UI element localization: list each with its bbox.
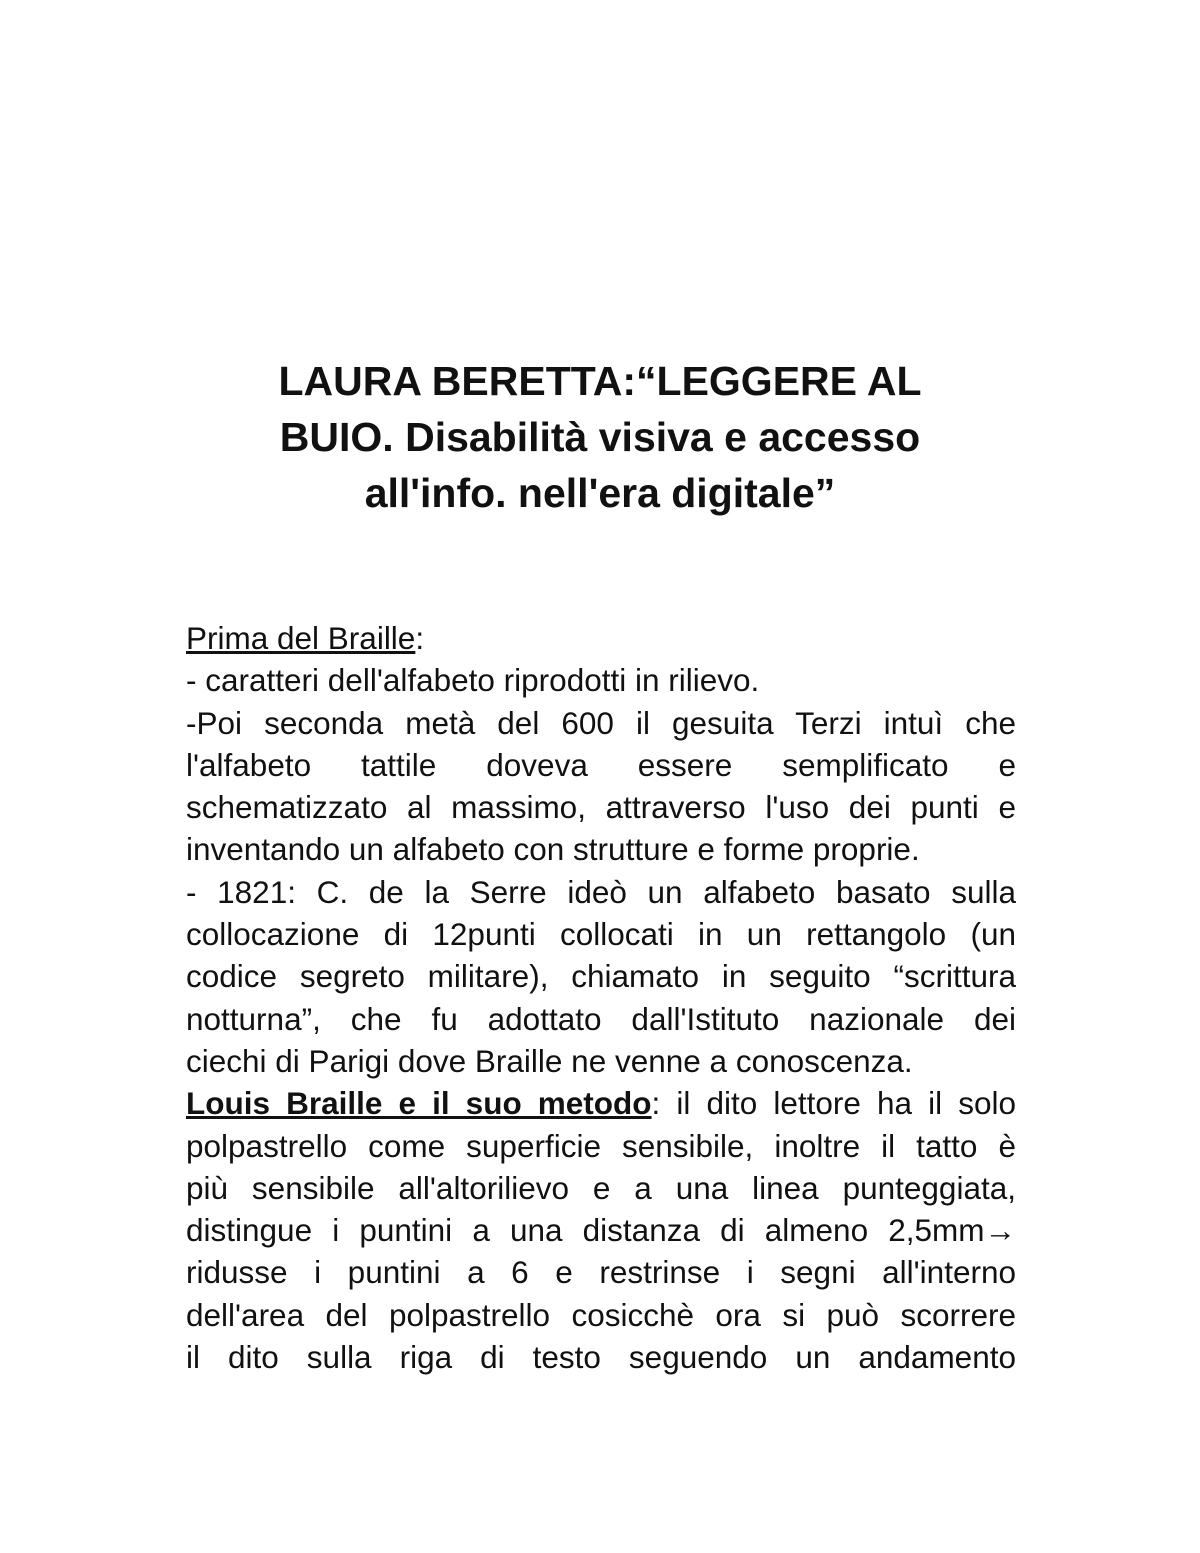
- title-line: LAURA BERETTA:“LEGGERE AL: [278, 358, 922, 404]
- paragraph-line: distingue i puntini a una distanza di almeno 2,5mm→: [186, 1212, 1016, 1249]
- paragraph-line: -Poi seconda metà del 600 il gesuita Terzi intuì che: [186, 704, 1016, 741]
- paragraph-line: - caratteri dell'alfabeto riprodotti in rilievo.: [186, 662, 760, 699]
- section-heading-suffix: :: [415, 620, 425, 656]
- paragraph-line: ridusse i puntini a 6 e restrinse i segni all'interno: [186, 1254, 1016, 1291]
- paragraph-line: il dito sulla riga di testo seguendo un andamento: [186, 1339, 1016, 1376]
- paragraph-line: polpastrello come superficie sensibile, inoltre il tatto è: [186, 1127, 1016, 1164]
- title-line: BUIO. Disabilità visiva e accesso: [279, 414, 921, 460]
- paragraph-line: ciechi di Parigi dove Braille ne venne a conoscenza.: [186, 1042, 913, 1079]
- document-title: [160, 353, 1040, 521]
- section-heading-line: [186, 1082, 1016, 1124]
- paragraph-line: collocazione di 12punti collocati in un rettangolo (un: [186, 916, 1016, 953]
- document-body: [186, 617, 1016, 1378]
- paragraph-line: dell'area del polpastrello cosicchè ora si può scorrere: [186, 1296, 1016, 1333]
- section-heading-prima-del-braille: Prima del Braille: [186, 620, 416, 656]
- paragraph-line: inventando un alfabeto con strutture e forme proprie.: [186, 831, 920, 868]
- paragraph-line: notturna”, che fu adottato dall'Istituto nazionale dei: [186, 1000, 1016, 1037]
- paragraph-line: l'alfabeto tattile doveva essere semplificato e: [186, 746, 1016, 783]
- paragraph-line: codice segreto militare), chiamato in seguito “scrittura: [186, 958, 1016, 995]
- paragraph-line: schematizzato al massimo, attraverso l'uso dei punti e: [186, 789, 1016, 826]
- section-heading-line: [186, 617, 1016, 659]
- title-line: all'info. nell'era digitale”: [364, 470, 836, 516]
- paragraph-line: - 1821: C. de la Serre ideò un alfabeto basato sulla: [186, 873, 1016, 910]
- paragraph-line: più sensibile all'altorilievo e a una linea punteggiata,: [186, 1169, 1016, 1206]
- section-heading-louis-braille: Louis Braille e il suo metodo: [186, 1085, 652, 1122]
- section-heading-suffix: : il dito lettore ha il solo: [651, 1085, 1016, 1122]
